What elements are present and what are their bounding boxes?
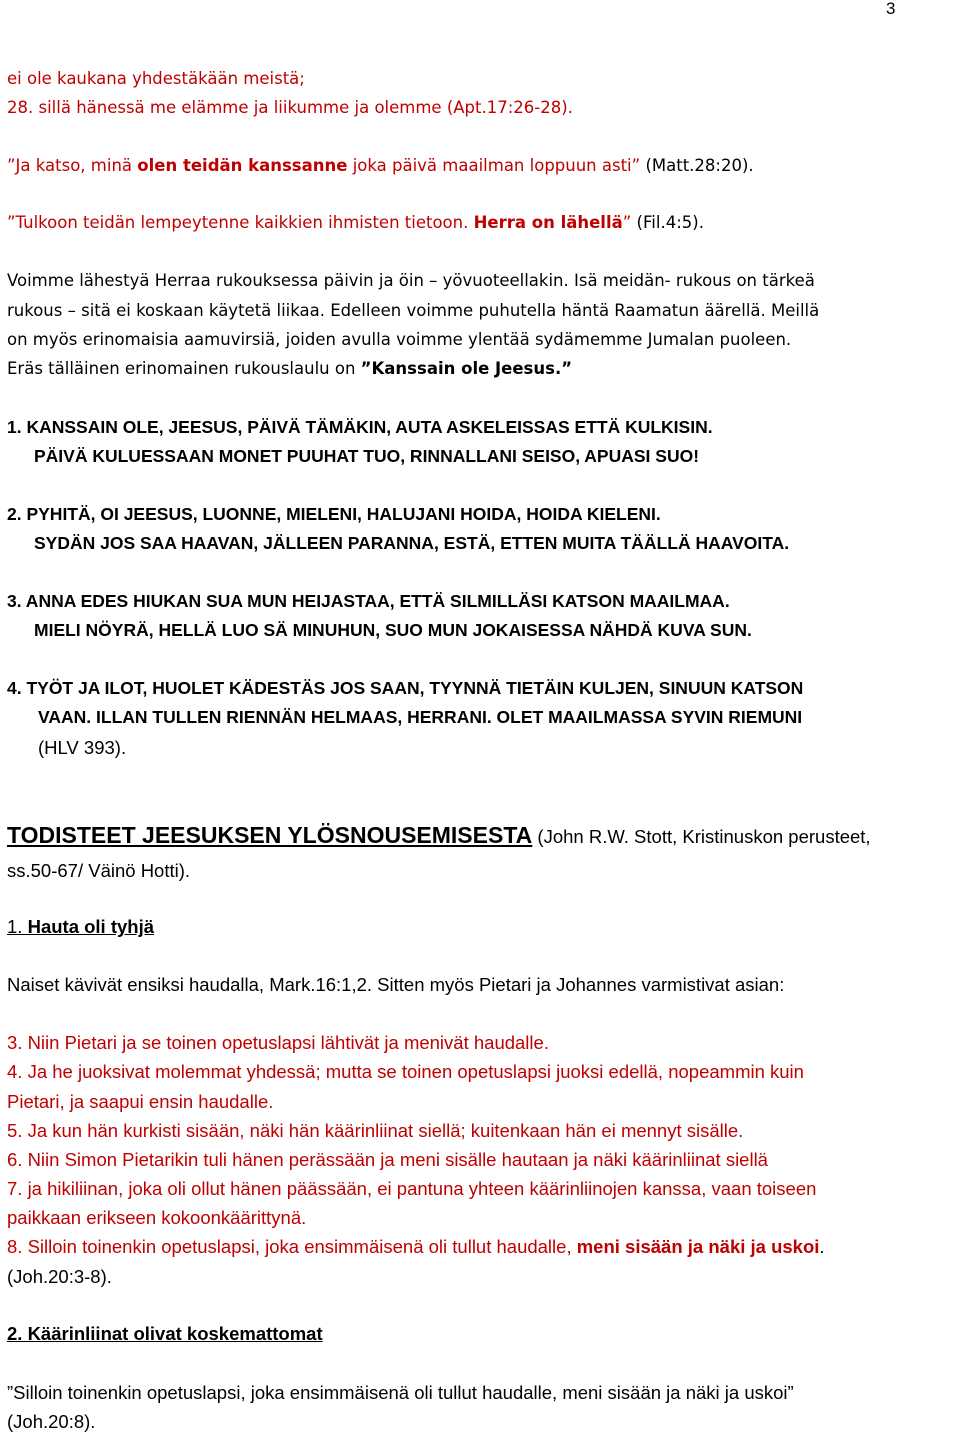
section-source: (John R.W. Stott, Kristinuskon perusteet, xyxy=(532,826,871,847)
john-reference: (Joh.20:3-8). xyxy=(7,1266,112,1287)
john-verse-5: 5. Ja kun hän kurkisti sisään, näki hän käärinliinat siellä; kuitenkaan hän ei mennyt sisälle. xyxy=(7,1120,744,1141)
prayer-line-3: on myös erinomaisia aamuvirsiä, joiden avulla voimme ylentää sydämemme Jumalan puoleen. xyxy=(7,330,792,349)
philippians-quote-pre: ”Tulkoon teidän lempeytenne kaikkien ihmisten tietoon. xyxy=(7,213,474,232)
john-verse-4-line-2: Pietari, ja saapui ensin haudalle. xyxy=(7,1091,274,1112)
hymn-verse-1-line-1: 1. KANSSAIN OLE, JEESUS, PÄIVÄ TÄMÄKIN, AUTA ASKELEISSAS ETTÄ KULKISIN. xyxy=(7,417,713,437)
matthew-quote-pre: ”Ja katso, minä xyxy=(7,156,138,175)
section-source-line-2: ss.50-67/ Väinö Hotti). xyxy=(7,860,191,881)
john-verse-3: 3. Niin Pietari ja se toinen opetuslapsi lähtivät ja menivät haudalle. xyxy=(7,1032,549,1053)
heading-2: 2. Käärinliinat olivat koskemattomat xyxy=(7,1323,323,1344)
acts-line-2: 28. sillä hänessä me elämme ja liikumme ja olemme (Apt.17:26-28). xyxy=(7,98,573,117)
john-verse-7-line-2: paikkaan erikseen kokoonkäärittynä. xyxy=(7,1207,307,1228)
section-title: TODISTEET JEESUKSEN YLÖSNOUSEMISESTA xyxy=(7,822,533,848)
hymn-verse-3-line-2: MIELI NÖYRÄ, HELLÄ LUO SÄ MINUHUN, SUO MUN JOKAISESSA NÄHDÄ KUVA SUN. xyxy=(34,620,752,640)
hymn-verse-1-line-2: PÄIVÄ KULUESSAAN MONET PUUHAT TUO, RINNALLANI SEISO, APUASI SUO! xyxy=(34,446,700,466)
matthew-quote-bold: olen teidän kanssanne xyxy=(137,156,348,175)
hymn-verse-3-line-1: 3. ANNA EDES HIUKAN SUA MUN HEIJASTAA, ETTÄ SILMILLÄSI KATSON MAAILMAA. xyxy=(7,591,730,611)
section-2-quote: ”Silloin toinenkin opetuslapsi, joka ensimmäisenä oli tullut haudalle, meni sisään ja näki ja uskoi” xyxy=(7,1382,794,1403)
hymn-verse-2-line-2: SYDÄN JOS SAA HAAVAN, JÄLLEEN PARANNA, ESTÄ, ETTEN MUITA TÄÄLLÄ HAAVOITA. xyxy=(34,533,790,553)
matthew-reference: (Matt.28:20). xyxy=(640,156,754,175)
hymn-verse-4-line-1: 4. TYÖT JA ILOT, HUOLET KÄDESTÄS JOS SAAN, TYYNNÄ TIETÄIN KULJEN, SINUUN KATSON xyxy=(7,678,804,698)
section-intro: Naiset kävivät ensiksi haudalla, Mark.16:1,2. Sitten myös Pietari ja Johannes varmistivat asian: xyxy=(7,974,785,995)
section-title-line xyxy=(7,821,871,851)
matthew-quote-post: joka päivä maailman loppuun asti” xyxy=(347,156,641,175)
acts-line-1: ei ole kaukana yhdestäkään meistä; xyxy=(7,69,305,88)
hymn-reference: (HLV 393). xyxy=(38,737,127,758)
john-verse-8-pre: 8. Silloin toinenkin opetuslapsi, joka ensimmäisenä oli tullut haudalle, xyxy=(7,1236,577,1257)
john-verse-8-bold: meni sisään ja näki ja uskoi xyxy=(576,1236,820,1257)
john-verse-7-line-1: 7. ja hikiliinan, joka oli ollut hänen päässään, ei pantuna yhteen käärinliinojen kanssa, vaan toiseen xyxy=(7,1178,817,1199)
john-verse-6: 6. Niin Simon Pietarikin tuli hänen perässään ja meni sisälle hautaan ja näki käärinliinat siellä xyxy=(7,1149,768,1170)
philippians-quote-post: ” xyxy=(622,213,632,232)
john-verse-8-dot: . xyxy=(819,1236,825,1257)
hymn-verse-4-line-2: VAAN. ILLAN TULLEN RIENNÄN HELMAAS, HERRANI. OLET MAAILMASSA SYVIN RIEMUNI xyxy=(38,707,803,727)
john-verse-4-line-1: 4. Ja he juoksivat molemmat yhdessä; mutta se toinen opetuslapsi juoksi edellä, nopeammin kuin xyxy=(7,1061,804,1082)
heading-1-number: 1. xyxy=(7,916,23,937)
hymn-verse-2-line-1: 2. PYHITÄ, OI JEESUS, LUONNE, MIELENI, HALUJANI HOIDA, HOIDA KIELENI. xyxy=(7,504,661,524)
hymn-name: ”Kanssain ole Jeesus.” xyxy=(360,359,573,378)
page-number: 3 xyxy=(886,0,896,18)
prayer-line-1: Voimme lähestyä Herraa rukouksessa päivin ja öin – yövuoteellakin. Isä meidän- rukous on tärkeä xyxy=(7,271,815,290)
prayer-line-4-pre: Eräs tälläinen erinomainen rukouslaulu on xyxy=(7,359,361,378)
prayer-line-2: rukous – sitä ei koskaan käytetä liikaa. Edelleen voimme puhutella häntä Raamatun äärellä. Meillä xyxy=(7,301,820,320)
heading-1-text: Hauta oli tyhjä xyxy=(22,916,155,937)
john-verse-8 xyxy=(7,1232,825,1261)
heading-1 xyxy=(7,912,154,941)
philippians-quote-bold: Herra on lähellä xyxy=(473,213,623,232)
matthew-quote xyxy=(7,151,754,180)
philippians-reference: (Fil.4:5). xyxy=(631,213,704,232)
philippians-quote xyxy=(7,208,704,237)
section-2-reference: (Joh.20:8). xyxy=(7,1411,96,1432)
prayer-line-4 xyxy=(7,354,572,383)
